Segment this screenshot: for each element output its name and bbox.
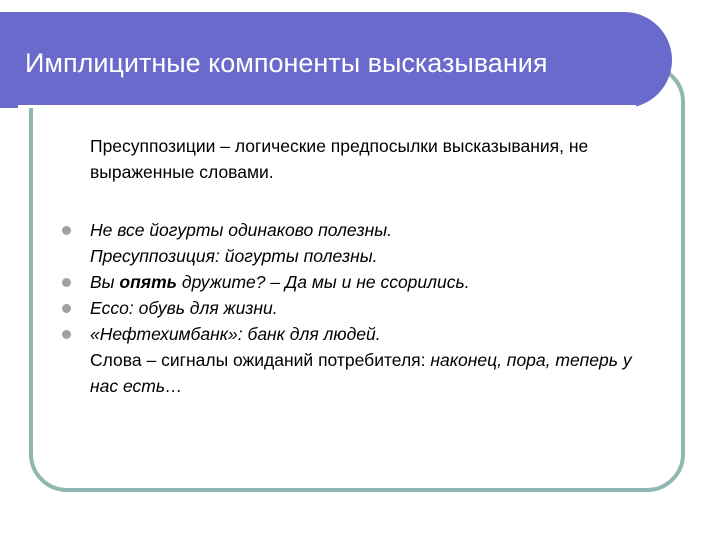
- note-text: Слова – сигналы ожиданий потребителя:: [90, 350, 431, 370]
- item-text-start: Вы: [90, 272, 120, 292]
- item-text: Ecco: обувь для жизни.: [90, 298, 278, 318]
- bullet-icon: [62, 226, 71, 235]
- bullet-icon: [62, 278, 71, 287]
- item-text-end: дружите? – Да мы и не ссорились.: [177, 272, 470, 292]
- list-item: [62, 217, 662, 243]
- list-item: [62, 295, 662, 321]
- bullet-icon: [62, 330, 71, 339]
- slide-content: [62, 133, 662, 399]
- item-text: «Нефтехимбанк»: банк для людей.: [90, 324, 381, 344]
- note-line: [62, 347, 662, 399]
- list-item: [62, 321, 662, 347]
- bullet-icon: [62, 304, 71, 313]
- item-text-emphasis: опять: [119, 272, 178, 292]
- note-text: Пресуппозиция: йогурты полезны.: [90, 246, 378, 266]
- title-underline: [18, 105, 636, 108]
- title-bar: [0, 12, 672, 108]
- note-examples: наконец, пора, теперь у нас есть…: [90, 350, 632, 396]
- intro-text: Пресуппозиции – логические предпосылки высказывания, не выраженные словами.: [90, 136, 589, 182]
- item-text: Не все йогурты одинаково полезны.: [90, 220, 392, 240]
- note-line: [62, 243, 662, 269]
- slide-title: Имплицитные компоненты высказывания: [25, 48, 548, 78]
- list-item: [62, 269, 662, 295]
